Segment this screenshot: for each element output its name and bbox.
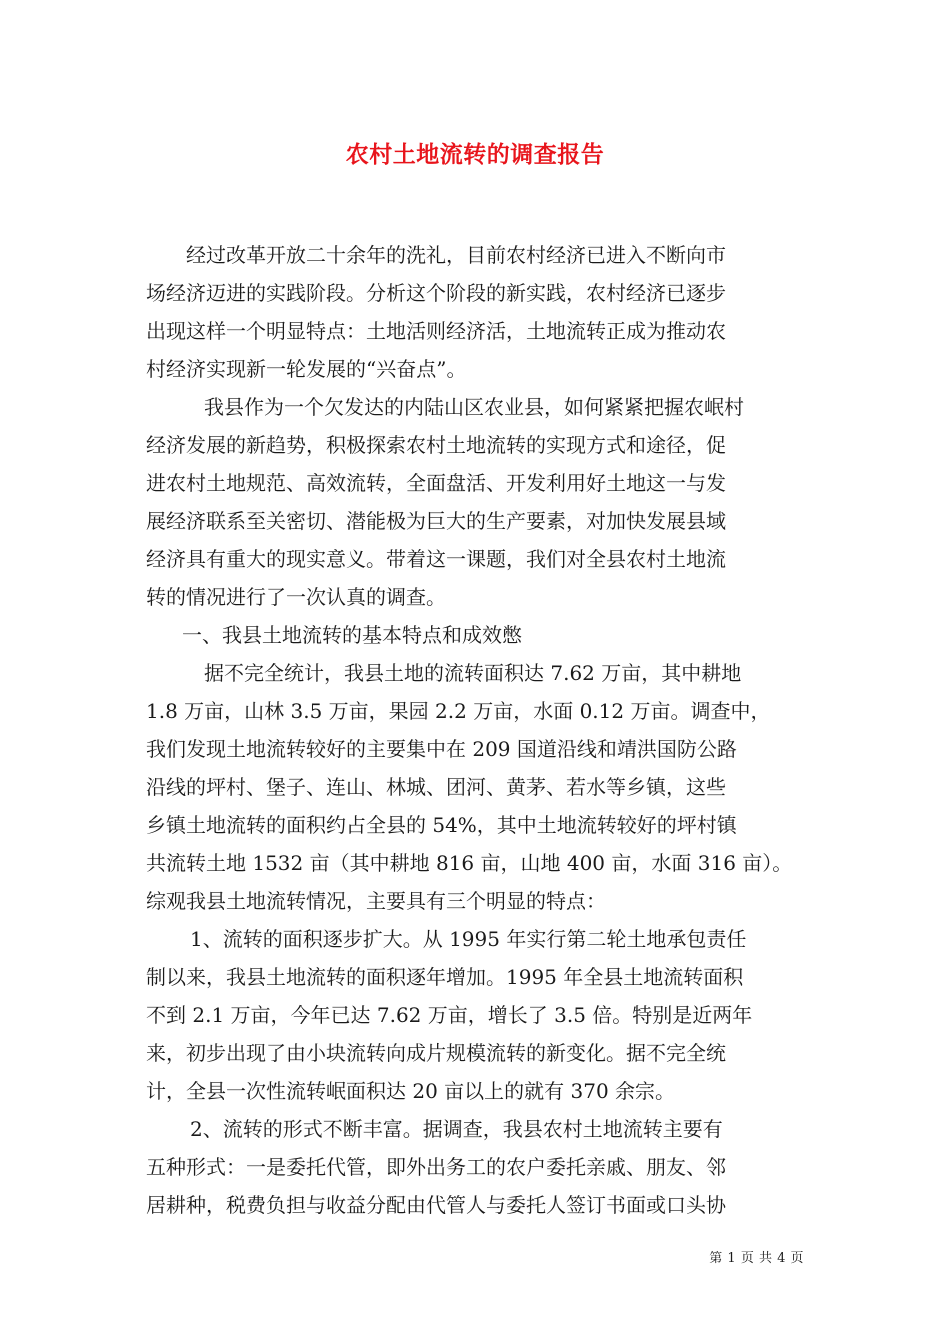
text-line: 五种形式：一是委托代管，即外出务工的农户委托亲戚、朋友、邻 [146, 1155, 726, 1179]
page-number: 第 1 页 共 4 页 [709, 1251, 804, 1266]
text-line: 1.8 万亩，山林 3.5 万亩，果园 2.2 万亩，水面 0.12 万亩。调查中， [146, 699, 771, 723]
text-line: 沿线的坪村、堡子、连山、林城、团河、黄茅、若水等乡镇，这些 [146, 775, 726, 799]
text-line: 2、流转的形式不断丰富。据调查，我县农村土地流转主要有 [190, 1117, 723, 1141]
text-line: 经济发展的新趋势，积极探索农村土地流转的实现方式和途径，促 [146, 433, 726, 457]
text-line: 综观我县土地流转情况，主要具有三个明显的特点： [146, 889, 606, 913]
text-line: 展经济联系至关密切、潜能极为巨大的生产要素，对加快发展县域 [146, 509, 726, 533]
text-line: 我县作为一个欠发达的内陆山区农业县，如何紧紧把握农岷村 [204, 395, 744, 419]
text-line: 村经济实现新一轮发展的“兴奋点”。 [146, 357, 467, 381]
text-line: 共流转土地 1532 亩（其中耕地 816 亩，山地 400 亩，水面 316 亩）。 [146, 851, 793, 875]
document-title: 农村土地流转的调查报告 [345, 141, 605, 168]
text-line: 我们发现土地流转较好的主要集中在 209 国道沿线和靖洪国防公路 [146, 737, 737, 761]
text-line: 乡镇土地流转的面积约占全县的 54%，其中土地流转较好的坪村镇 [146, 813, 737, 837]
text-line: 1、流转的面积逐步扩大。从 1995 年实行第二轮土地承包责任 [190, 927, 747, 951]
text-line: 来，初步出现了由小块流转向成片规模流转的新变化。据不完全统 [146, 1041, 726, 1065]
text-line: 经过改革开放二十余年的洗礼，目前农村经济已进入不断向市 [186, 243, 726, 267]
text-line: 据不完全统计，我县土地的流转面积达 7.62 万亩，其中耕地 [204, 661, 742, 685]
text-line: 进农村土地规范、高效流转，全面盘活、开发利用好土地这一与发 [146, 471, 726, 495]
text-line: 经济具有重大的现实意义。带着这一课题，我们对全县农村土地流 [146, 547, 726, 571]
document-body [146, 236, 808, 1224]
text-line: 出现这样一个明显特点：土地活则经济活，土地流转正成为推动农 [146, 319, 726, 343]
text-line: 居耕种，税费负担与收益分配由代管人与委托人签订书面或口头协 [146, 1193, 726, 1217]
text-line: 制以来，我县土地流转的面积逐年增加。1995 年全县土地流转面积 [146, 965, 744, 989]
text-line: 计，全县一次性流转岷面积达 20 亩以上的就有 370 余宗。 [146, 1079, 676, 1103]
text-line: 转的情况进行了一次认真的调查。 [146, 585, 446, 609]
text-line: 场经济迈进的实践阶段。分析这个阶段的新实践，农村经济已逐步 [146, 281, 726, 305]
text-line: 不到 2.1 万亩，今年已达 7.62 万亩，增长了 3.5 倍。特别是近两年 [146, 1003, 753, 1027]
section-heading: 一、我县土地流转的基本特点和成效憋 [182, 623, 522, 647]
